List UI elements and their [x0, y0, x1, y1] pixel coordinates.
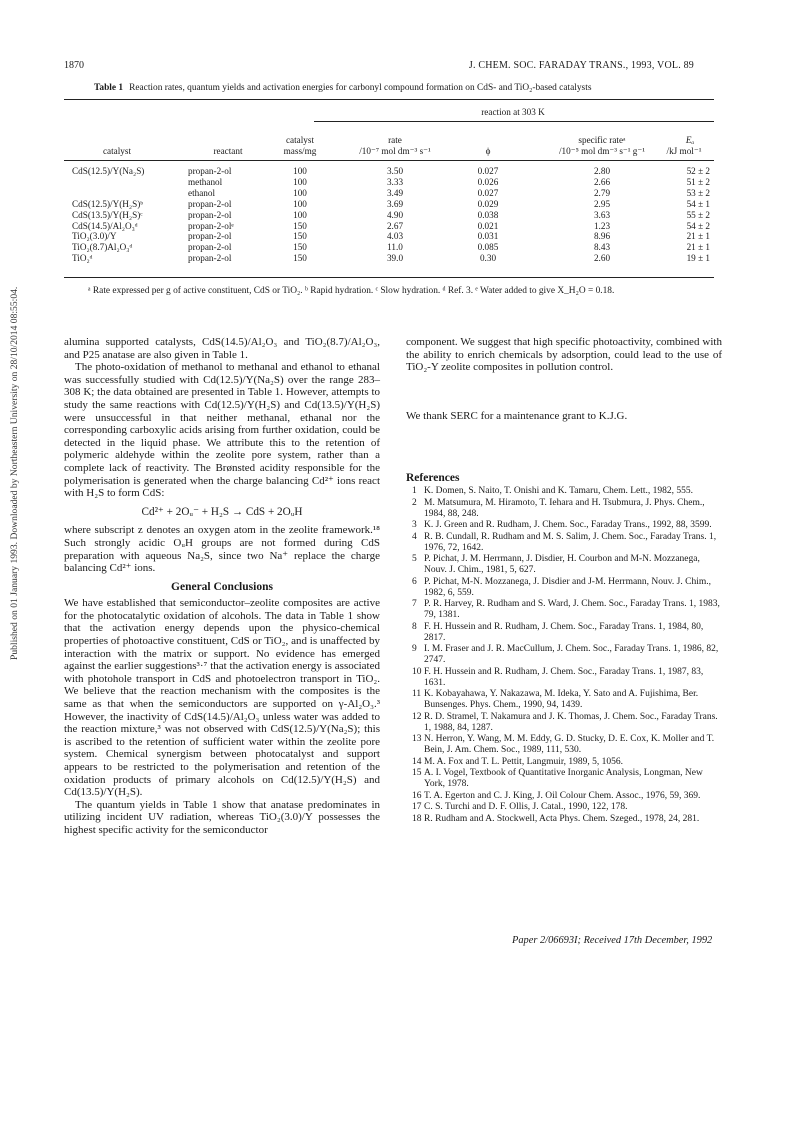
- table-cell-phi: 0.038: [477, 209, 499, 220]
- table-cell-catalyst: CdS(14.5)/Al₂O₃ᵈ: [72, 220, 138, 231]
- references-list: [406, 486, 722, 825]
- reference-number: 5: [412, 554, 417, 564]
- body-paragraph: alumina supported catalysts, CdS(14.5)/Al₂O₃ and TiO₂(8.7)/Al₂O₃, and P25 anatase are also given in Table 1.: [64, 336, 380, 361]
- table-cell-ea: 55 ± 2: [686, 209, 710, 220]
- table-cell-catalyst: CdS(13.5)/Y(H₂S)ᶜ: [72, 209, 143, 220]
- reference-number: 11: [412, 689, 422, 699]
- left-column: [64, 336, 380, 837]
- reference-text: F. H. Hussein and R. Rudham, J. Chem. Soc., Faraday Trans. 1, 1984, 80, 2817.: [424, 621, 704, 643]
- table-cell-spec: 2.60: [593, 253, 611, 264]
- table-cell-phi: 0.085: [477, 242, 499, 253]
- reference-item: [406, 667, 722, 689]
- table-cell-reactant: ethanol: [188, 187, 216, 198]
- reference-item: [406, 599, 722, 621]
- table-cell-ea: 54 ± 2: [686, 220, 710, 231]
- table-cell-ea: 52 ± 2: [686, 166, 710, 176]
- group-header: reaction at 303 K: [481, 107, 545, 117]
- reference-number: 9: [412, 644, 417, 654]
- reference-text: P. R. Harvey, R. Rudham and S. Ward, J. Chem. Soc., Faraday Trans. 1, 1983, 79, 1381.: [424, 599, 720, 620]
- reference-text: F. H. Hussein and R. Rudham, J. Chem. Soc., Faraday Trans. 1, 1987, 83, 1631.: [424, 666, 704, 688]
- reference-number: 4: [412, 531, 417, 542]
- reference-item: [406, 486, 722, 497]
- provenance-text: Published on 01 January 1993. Downloaded by Northeastern University on 28/10/2014 08:55:04.: [9, 286, 20, 660]
- table-cell-rate: 11.0: [387, 242, 403, 253]
- table-cell-ea: 53 ± 2: [686, 187, 710, 198]
- table-cell-mass: 150: [293, 231, 307, 242]
- body-paragraph: The photo-oxidation of methanol to methanal and ethanol to ethanal was successfully studied with Cd(12.5)/Y(Na₂S) over the range 283–308 K; the data obtained are presented in Table 1. However, attempts to study the same reactions with Cd(12.5)/Y(H₂S) and Cd(13.5)/Y(H₂S) were unsuccessful in that neither methanal, ethanal nor the corresponding carboxylic acids arising from further oxidation, could be detected in the liquid phase. We attribute this to the retention of polymeric aldehyde within the zeolite pore system, rather than a complete lack of reactivity. The Brønsted acidity responsible for the polymerisation is generated when the charge balancing Cd²⁺ ions react with H₂S to form CdS:: [64, 361, 380, 500]
- table-cell-catalyst: CdS(12.5)/Y(Na₂S): [72, 166, 145, 176]
- reference-item: [406, 554, 722, 576]
- reference-text: R. Rudham and A. Stockwell, Acta Phys. Chem. Szeged., 1978, 24, 281.: [424, 813, 700, 824]
- table-caption-text: Reaction rates, quantum yields and activation energies for carbonyl compound formation on CdS- and TiO₂-based catalysts: [129, 83, 592, 93]
- reference-number: 6: [412, 576, 417, 587]
- table-cell-ea: 21 ± 1: [686, 242, 710, 253]
- reference-text: C. S. Turchi and D. F. Ollis, J. Catal., 1990, 122, 178.: [424, 802, 628, 812]
- reference-text: K. J. Green and R. Rudham, J. Chem. Soc., Faraday Trans., 1992, 88, 3599.: [424, 520, 712, 530]
- col-header-specific-line2: /10⁻⁵ mol dm⁻³ s⁻¹ g⁻¹: [559, 146, 645, 156]
- reference-number: 3: [412, 520, 417, 530]
- table-cell-rate: 39.0: [386, 253, 404, 264]
- right-column: [406, 336, 722, 374]
- reaction-equation: Cd²⁺ + 2Oᵤ⁻ + H₂S → CdS + 2OᵤH: [141, 505, 303, 518]
- table-cell-reactant: propan-2-ol: [188, 209, 232, 220]
- reference-text: T. A. Egerton and C. J. King, J. Oil Colour Chem. Assoc., 1976, 59, 369.: [424, 790, 701, 801]
- reference-text: P. Pichat, J. M. Herrmann, J. Disdier, H. Courbon and M-N. Mozzanega, Nouv. J. Chim., 1981, 5, 627.: [424, 554, 700, 575]
- table-cell-catalyst: TiO₂(3.0)/Y: [72, 231, 117, 242]
- col-header-catalyst: catalyst: [102, 146, 132, 156]
- acknowledgement: [406, 410, 722, 423]
- reference-item: [406, 622, 722, 644]
- table-cell-rate: 2.67: [386, 220, 404, 231]
- table-cell-mass: 100: [293, 187, 307, 198]
- table-bottom-rule: [64, 277, 714, 278]
- col-header-ea-line2: /kJ mol⁻¹: [666, 146, 702, 156]
- table-cell-rate: 3.33: [386, 176, 404, 187]
- reference-number: 16: [412, 790, 422, 801]
- reference-item: [406, 791, 722, 802]
- table-cell-rate: 3.50: [386, 166, 404, 176]
- reference-text: I. M. Fraser and J. R. MacCullum, J. Chem. Soc., Faraday Trans. 1, 1986, 82, 2747.: [424, 644, 719, 665]
- reference-item: [406, 644, 722, 666]
- table-cell-phi: 0.029: [477, 198, 499, 209]
- reference-number: 10: [412, 666, 422, 677]
- col-header-mass-line2: mass/mg: [283, 146, 317, 156]
- section-heading: General Conclusions: [171, 580, 273, 593]
- reference-number: 2: [412, 497, 417, 508]
- running-header: [64, 60, 694, 74]
- table-cell-mass: 100: [293, 176, 307, 187]
- table-cell-reactant: propan-2-olᵉ: [188, 220, 234, 231]
- table-cell-reactant: methanol: [188, 176, 223, 187]
- table-cell-reactant: propan-2-ol: [188, 198, 232, 209]
- table-cell-ea: 51 ± 2: [686, 176, 710, 187]
- reference-item: [406, 520, 722, 531]
- body-paragraph: component. We suggest that high specific photoactivity, combined with the ability to enrich chemicals by adsorption, could lead to the use of TiO₂-Y zeolite composites in pollution control.: [406, 336, 722, 374]
- table-cell-catalyst: CdS(12.5)/Y(H₂S)ᵇ: [72, 198, 144, 209]
- table-cell-ea: 21 ± 1: [686, 231, 710, 242]
- table-cell-rate: 3.69: [386, 198, 404, 209]
- paper-received-info: Paper 2/06693I; Received 17th December, 1992: [512, 935, 713, 946]
- reference-text: R. D. Stramel, T. Nakamura and J. K. Thomas, J. Chem. Soc., Faraday Trans. 1, 1988, 84, 1287.: [424, 711, 718, 733]
- table-cell-spec: 2.66: [593, 176, 611, 187]
- reference-number: 15: [412, 768, 422, 778]
- table-cell-phi: 0.021: [477, 220, 499, 231]
- table-cell-phi: 0.027: [477, 166, 499, 176]
- body-paragraph: where subscript z denotes an oxygen atom in the zeolite framework.¹⁸ Such strongly acidic OᵤH groups are not formed during CdS preparation with aqueous Na₂S, since two Na⁺ replace the charge balancing Cd²⁺ ions.: [64, 524, 380, 575]
- col-header-specific-line1: specific rateᵃ: [578, 135, 626, 145]
- table-cell-reactant: propan-2-ol: [188, 231, 232, 242]
- reference-item: [406, 532, 722, 554]
- col-header-mass-line1: catalyst: [285, 135, 315, 145]
- col-header-reactant: reactant: [213, 146, 243, 156]
- reference-text: K. Kobayahawa, Y. Nakazawa, M. Ideka, Y. Sato and A. Fujishima, Ber. Bunsenges. Phys. Chem., 1990, 94, 1439.: [424, 689, 699, 710]
- reference-item: [406, 757, 722, 768]
- reference-number: 18: [412, 813, 422, 824]
- col-header-phi: ϕ: [485, 146, 491, 156]
- table-caption: [94, 83, 714, 93]
- reference-text: P. Pichat, M-N. Mozzanega, J. Disdier and J-M. Herrmann, Nouv. J. Chim., 1982, 6, 559.: [424, 576, 711, 598]
- table-group-rule: [314, 121, 714, 122]
- reference-item: [406, 734, 722, 756]
- col-header-ea-line1: Eₐ: [685, 135, 695, 145]
- reference-number: 1: [412, 486, 417, 496]
- reference-item: [406, 768, 722, 790]
- reference-text: M. Matsumura, M. Hiramoto, T. Iehara and H. Tsubmura, J. Phys. Chem., 1984, 88, 248.: [424, 497, 705, 519]
- references-heading: References: [406, 472, 460, 484]
- reference-item: [406, 577, 722, 599]
- acknowledgement-text: We thank SERC for a maintenance grant to K.J.G.: [406, 410, 628, 422]
- table-cell-reactant: propan-2-ol: [188, 253, 232, 264]
- provenance-sidebar: [1, 0, 20, 1128]
- reference-item: [406, 712, 722, 734]
- reference-number: 12: [412, 711, 422, 722]
- table-cell-rate: 3.49: [386, 187, 404, 198]
- page-number: 1870: [64, 60, 84, 71]
- reference-text: K. Domen, S. Naito, T. Onishi and K. Tamaru, Chem. Lett., 1982, 555.: [424, 486, 694, 496]
- table-cell-rate: 4.03: [386, 231, 404, 242]
- reference-number: 7: [412, 599, 417, 609]
- table-cell-phi: 0.031: [477, 231, 499, 242]
- table-cell-spec: 8.96: [593, 231, 611, 242]
- table-cell-mass: 100: [293, 198, 307, 209]
- reference-item: [406, 814, 722, 825]
- reference-item: [406, 689, 722, 711]
- table-cell-catalyst: TiO₂(8.7)Al₂O₃ᵈ: [72, 242, 133, 253]
- reference-number: 13: [412, 734, 422, 744]
- table-cell-spec: 2.95: [593, 198, 611, 209]
- body-paragraph: The quantum yields in Table 1 show that anatase predominates in utilizing incident UV radiation, whereas TiO₂(3.0)/Y possesses the highest specific activity for the semiconductor: [64, 798, 380, 836]
- table-cell-catalyst: TiO₂ᵈ: [72, 253, 93, 264]
- reference-number: 17: [412, 802, 422, 812]
- table-cell-spec: 2.80: [593, 166, 611, 176]
- table-cell-ea: 19 ± 1: [686, 253, 710, 264]
- reference-text: N. Herron, Y. Wang, M. M. Eddy, G. D. Stucky, D. E. Cox, K. Moller and T. Bein, J. Am. Chem. Soc., 1989, 111, 530.: [424, 734, 715, 755]
- table-cell-phi: 0.027: [477, 187, 499, 198]
- table-cell-phi: 0.30: [479, 253, 497, 264]
- col-header-rate-line1: rate: [388, 135, 402, 145]
- reference-text: M. A. Fox and T. L. Pettit, Langmuir, 1989, 5, 1056.: [424, 756, 624, 767]
- table-cell-mass: 150: [293, 220, 307, 231]
- reference-number: 8: [412, 621, 417, 632]
- col-header-rate-line2: /10⁻⁷ mol dm⁻³ s⁻¹: [359, 146, 431, 156]
- reference-item: [406, 802, 722, 813]
- reference-text: A. I. Vogel, Textbook of Quantitative Inorganic Analysis, Longman, New York, 1978.: [424, 768, 703, 789]
- table-cell-reactant: propan-2-ol: [188, 166, 232, 176]
- table-cell-spec: 2.79: [593, 187, 611, 198]
- table-cell-mass: 150: [293, 242, 307, 253]
- table-cell-mass: 100: [293, 209, 307, 220]
- table-cell-phi: 0.026: [477, 176, 499, 187]
- table-label: Table 1: [94, 83, 124, 93]
- table-cell-rate: 4.90: [386, 209, 404, 220]
- table-footnote: ᵃ Rate expressed per g of active constituent, CdS or TiO₂. ᵇ Rapid hydration. ᶜ Slow hydration. ᵈ Ref. 3. ᵉ Water added to give X_H₂O = 0.18.: [88, 286, 615, 296]
- journal-name: J. CHEM. SOC. FARADAY TRANS., 1993, VOL. 89: [468, 60, 694, 71]
- table-cell-reactant: propan-2-ol: [188, 242, 232, 253]
- table-cell-mass: 150: [293, 253, 307, 264]
- table-cell-ea: 54 ± 1: [686, 198, 710, 209]
- table-cell-mass: 100: [293, 166, 307, 176]
- reference-number: 14: [412, 756, 422, 767]
- reference-item: [406, 498, 722, 520]
- table-cell-spec: 3.63: [593, 209, 611, 220]
- table-top-rule: [64, 99, 714, 100]
- reference-text: R. B. Cundall, R. Rudham and M. S. Salim, J. Chem. Soc., Faraday Trans. 1, 1976, 72, 1642.: [424, 531, 717, 553]
- body-paragraph: We have established that semiconductor–zeolite composites are active for the photocatalytic oxidation of alcohols. The data in Table 1 show that the activation energy depends upon the physico-chemical properties of photoactive constituent, CdS or TiO₂, and is unaffected by interaction with the matrix or support. No evidence has emerged against the earlier suggestions³·⁷ that the activation energy is associated with photohole transport in CdS and photoelectron transport in TiO₂. We believe that the reaction mechanism with the composites is the same as that when the semiconductors are supported on γ-Al₂O₃.³ However, the inactivity of CdS(14.5)/Al₂O₃ unless water was added to the reaction mixture,³ was not observed with CdS(12.5)/Y(Na₂S); this is ascribed to the retention of sufficient water within the zeolite pore system. Chemical synergism between photocatalyst and support appears to be restricted to the polymerisation and retention of the oxidation products of primary alcohols on Cd(12.5)/Y(H₂S) and Cd(13.5)/Y(H₂S).: [64, 597, 380, 799]
- table-header-rule: [64, 160, 714, 161]
- table-cell-spec: 8.43: [593, 242, 611, 253]
- table-cell-spec: 1.23: [593, 220, 611, 231]
